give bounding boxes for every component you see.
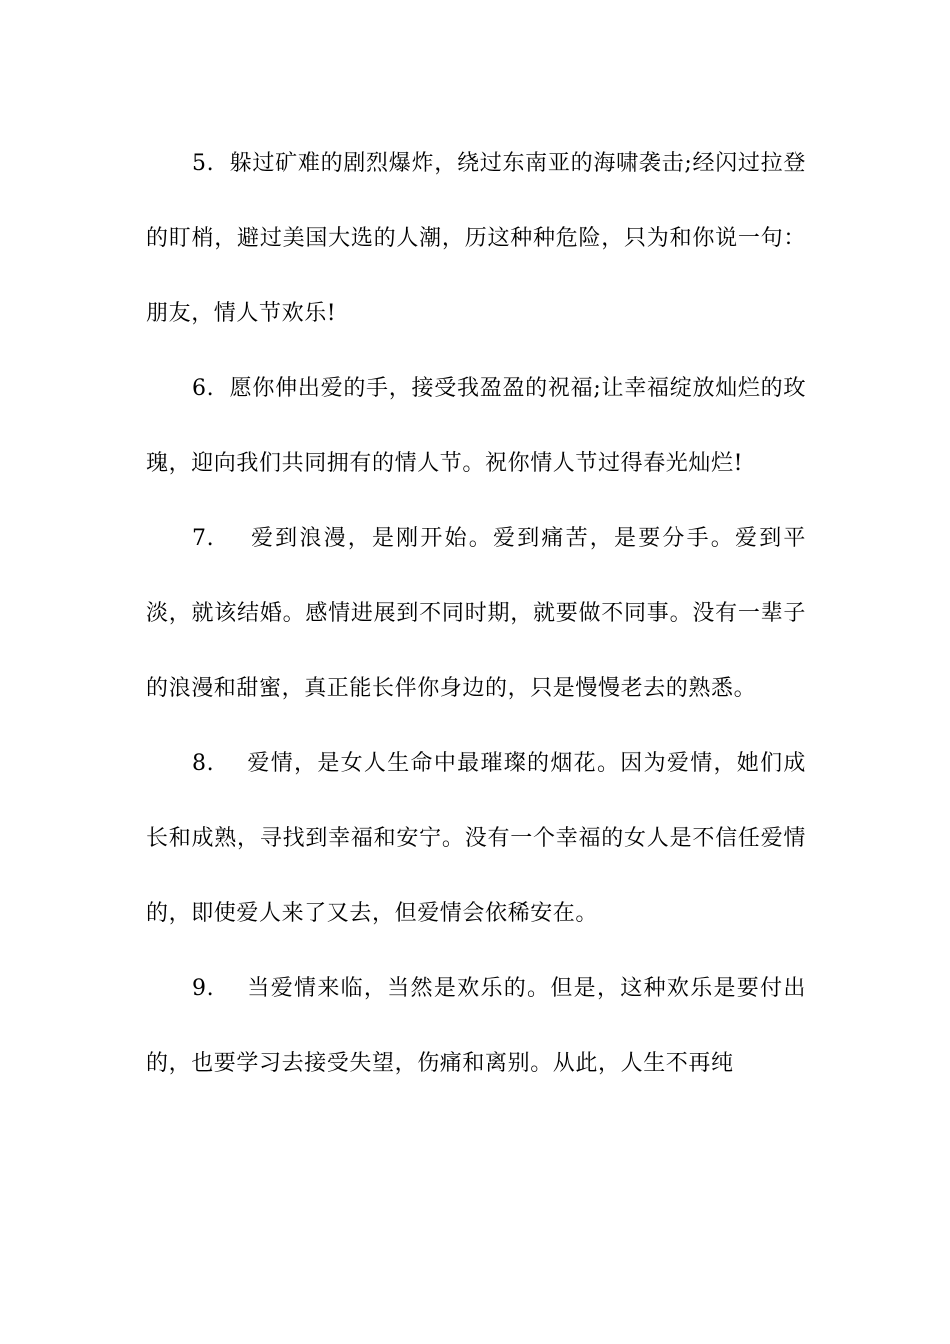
- paragraph-9: [146, 951, 806, 1101]
- paragraph-8: [146, 726, 806, 951]
- paragraph-6: [146, 351, 806, 501]
- paragraph-5: [146, 126, 806, 351]
- paragraph-number: 5.: [192, 151, 215, 176]
- paragraph-number: 8.: [192, 751, 215, 776]
- paragraph-text: 爱情，是女人生命中最璀璨的烟花。因为爱情，她们成长和成熟，寻找到幸福和安宁。没有一个幸福的女人是不信任爱情的，即使爱人来了又去，但爱情会依稀安在。: [146, 751, 807, 926]
- paragraph-text: 当爱情来临，当然是欢乐的。但是，这种欢乐是要付出的，也要学习去接受失望，伤痛和离别。从此，人生不再纯: [146, 976, 807, 1076]
- paragraph-text: 爱到浪漫，是刚开始。爱到痛苦，是要分手。爱到平淡，就该结婚。感情进展到不同时期，就要做不同事。没有一辈子的浪漫和甜蜜，真正能长伴你身边的，只是慢慢老去的熟悉。: [146, 526, 806, 701]
- paragraph-number: 7.: [192, 526, 215, 551]
- document-body: [146, 126, 806, 1101]
- paragraph-7: [146, 501, 806, 726]
- paragraph-text: 愿你伸出爱的手，接受我盈盈的祝福;让幸福绽放灿烂的玫瑰，迎向我们共同拥有的情人节。祝你情人节过得春光灿烂!: [146, 376, 806, 476]
- paragraph-number: 9.: [192, 976, 215, 1001]
- paragraph-text: 躲过矿难的剧烈爆炸，绕过东南亚的海啸袭击;经闪过拉登的盯梢，避过美国大选的人潮，历这种种危险，只为和你说一句：朋友，情人节欢乐!: [146, 151, 806, 326]
- paragraph-number: 6.: [192, 376, 215, 401]
